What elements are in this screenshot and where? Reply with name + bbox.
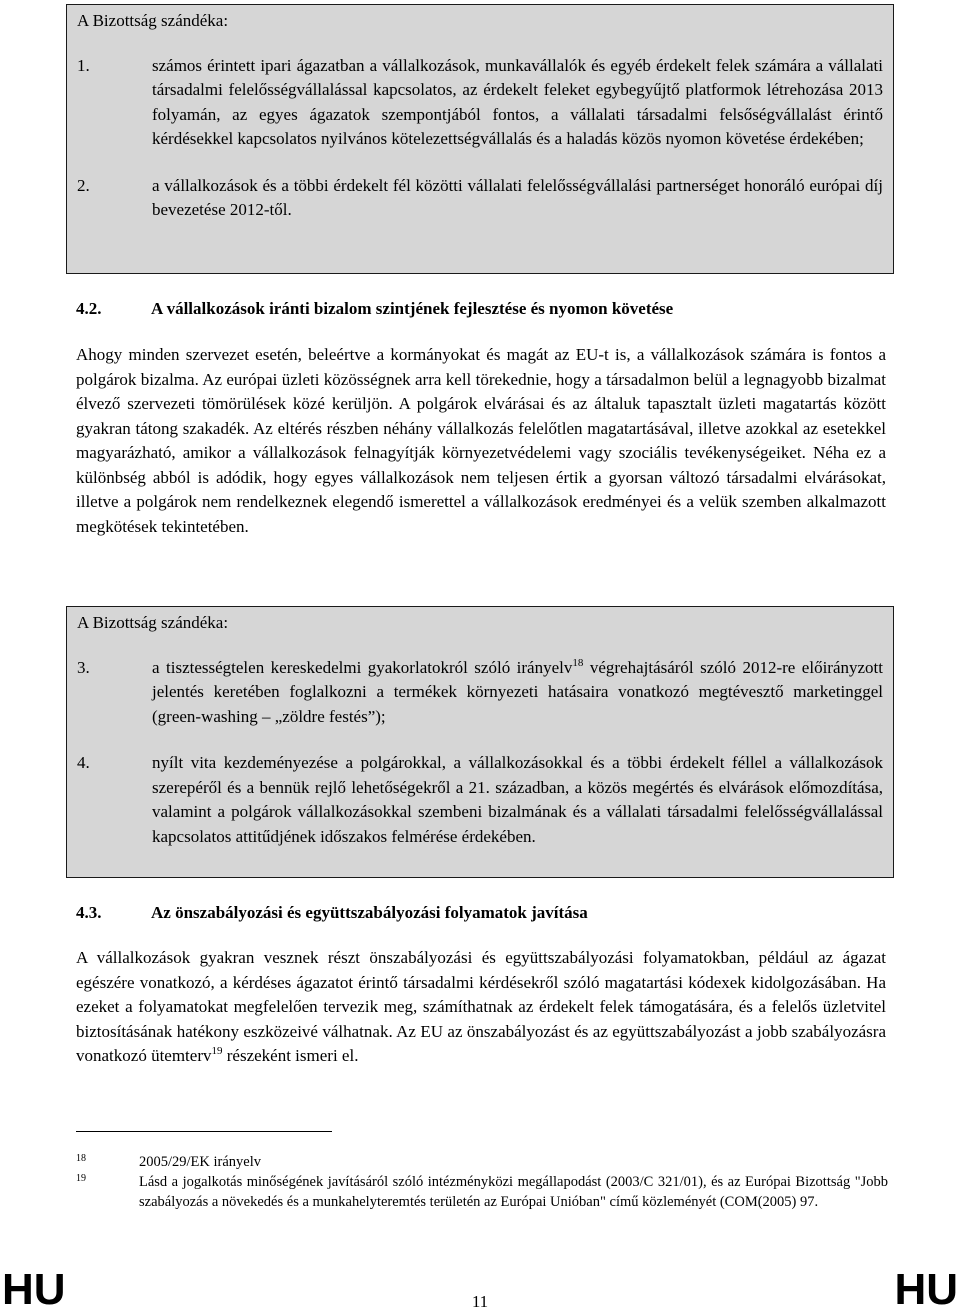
item-text — [152, 656, 883, 730]
paragraph-text: részeként ismeri el. — [222, 1046, 359, 1065]
section-number: 4.3. — [76, 903, 102, 922]
section-heading-4-3 — [76, 901, 888, 926]
footnote-mark: 18 — [76, 1153, 86, 1164]
paragraph-text: A vállalkozások gyakran vesznek részt önszabályozási és együttszabályozási folyamatokban, például az ágazat egészére vonatkozó, a kérdéses ágazatot érintő társadalmi kérdésekről szóló magatartási kódexek kidolgozásában. Ha ezeket a folyamatokat megfelelően tervezik meg, számíthatnak az érdekelt felek támogatására, és a felelős üzletvitel biztosításának hatékony eszközeivé válhatnak. Az EU az önszabályozást és az együttszabályozást a jobb szabályozásra vonatkozó ütemterv — [76, 948, 886, 1065]
footnote-reference: 19 — [211, 1045, 223, 1057]
footnote-text: Lásd a jogalkotás minőségének javításáról szóló intézményközi megállapodást (2003/C 321/01), és az Európai Bizottság "Jobb szabályozás a növekedés és a munkahelyteremtés területén az Európai Unióban" című közleményét (COM(2005) 97. — [139, 1174, 888, 1210]
body-paragraph: Ahogy minden szervezet esetén, beleértve a kormányokat és magát az EU-t is, a vállalkozások számára is fontos a polgárok bizalma. Az európai üzleti közösségnek arra kell törekednie, hogy a társadalmon belül a legnagyobb bizalmat élvező szervezeti tömörülések közé kerüljön. A polgárok elvárásai és az általuk tapasztalt üzleti magatartás között gyakran tátong szakadék. Az eltérés részben néhány vállalkozás felelőtlen magatartásával, illetve azokkal az esetekkel magyarázható, amikor a vállalkozások felnagyítják környezetvédelemi vagy szociális tevékenységeiket. Néha ez a különbség abból is adódik, hogy egyes vállalkozások nem teljesen értik a gyorsan változó társadalmi elvárásokat, illetve a polgárok nem rendelkeznek elegendő ismerettel a vállalkozások eredményei és a velük szemben alkalmazott megkötések tekintetében. — [76, 345, 886, 536]
item-text: nyílt vita kezdeményezése a polgárokkal, a vállalkozásokkal és a többi érdekelt féllel a vállalkozások szerepéről és a bennük rejlő lehetőségekről a 21. században, a közös megértés és elvárások előmozdítása, valamint a polgárok vállalkozásokkal szembeni bizalmának és a vállalati társadalmi felelősségvállalással kapcsolatos attitűdjének időszakos felmérése érdekében. — [152, 753, 883, 846]
footnote-text: 2005/29/EK irányelv — [139, 1154, 262, 1170]
box-heading: A Bizottság szándéka: — [77, 613, 229, 632]
footnote-mark: 19 — [76, 1173, 86, 1184]
box-heading: A Bizottság szándéka: — [77, 11, 229, 30]
footnotes — [76, 1152, 888, 1212]
item-number: 2. — [77, 175, 90, 195]
item-text-part: a tisztességtelen kereskedelmi gyakorlatokról szóló irányelv — [152, 657, 573, 677]
section-heading-4-2 — [76, 297, 888, 322]
list-item — [77, 751, 883, 849]
footnote — [76, 1152, 888, 1172]
item-number: 3. — [77, 657, 90, 677]
footnote-reference: 18 — [572, 656, 584, 669]
page-number: 11 — [471, 1292, 489, 1311]
commission-intent-box-2 — [66, 606, 894, 878]
section-title: A vállalkozások iránti bizalom szintjének fejlesztése és nyomon követése — [151, 299, 674, 318]
commission-intent-box-1 — [66, 4, 894, 274]
item-text: számos érintett ipari ágazatban a vállalkozások, munkavállalók és egyéb érdekelt felek számára a vállalati társadalmi felelősségvállalással kapcsolatos, az érdekelt feleket egybegyűjtő platformok létrehozása 2013 folyamán, az egyes ágazatok szempontjából fontos, a vállalati társadalmi felsőségvállalást érintő kérdésekkel kapcsolatos nyilvános kötelezettségvállalás és a haladás közös nyomon követése érdekében; — [152, 55, 883, 148]
language-code-left: HU — [2, 1265, 66, 1314]
list-item — [77, 656, 883, 730]
language-code-right: HU — [894, 1265, 958, 1314]
item-number: 1. — [77, 55, 90, 75]
body-paragraph — [76, 946, 886, 1069]
item-number: 4. — [77, 753, 90, 772]
section-title: Az önszabályozási és együttszabályozási folyamatok javítása — [151, 903, 588, 922]
item-text: a vállalkozások és a többi érdekelt fél közötti vállalati felelősségvállalási partnerséget honoráló európai díj bevezetése 2012-től. — [152, 175, 883, 219]
footnote-separator — [76, 1131, 332, 1132]
list-item — [77, 174, 883, 223]
footnote — [76, 1172, 888, 1212]
section-number: 4.2. — [76, 299, 102, 318]
item-text-part: végrehajtásáról szóló 2012-re előirányzott jelentés keretében foglalkozni a termékek környezeti hatásaira vonatkozó megtévesztő marketinggel (green-washing – „zöldre festés”); — [152, 657, 883, 726]
list-item — [77, 54, 883, 152]
